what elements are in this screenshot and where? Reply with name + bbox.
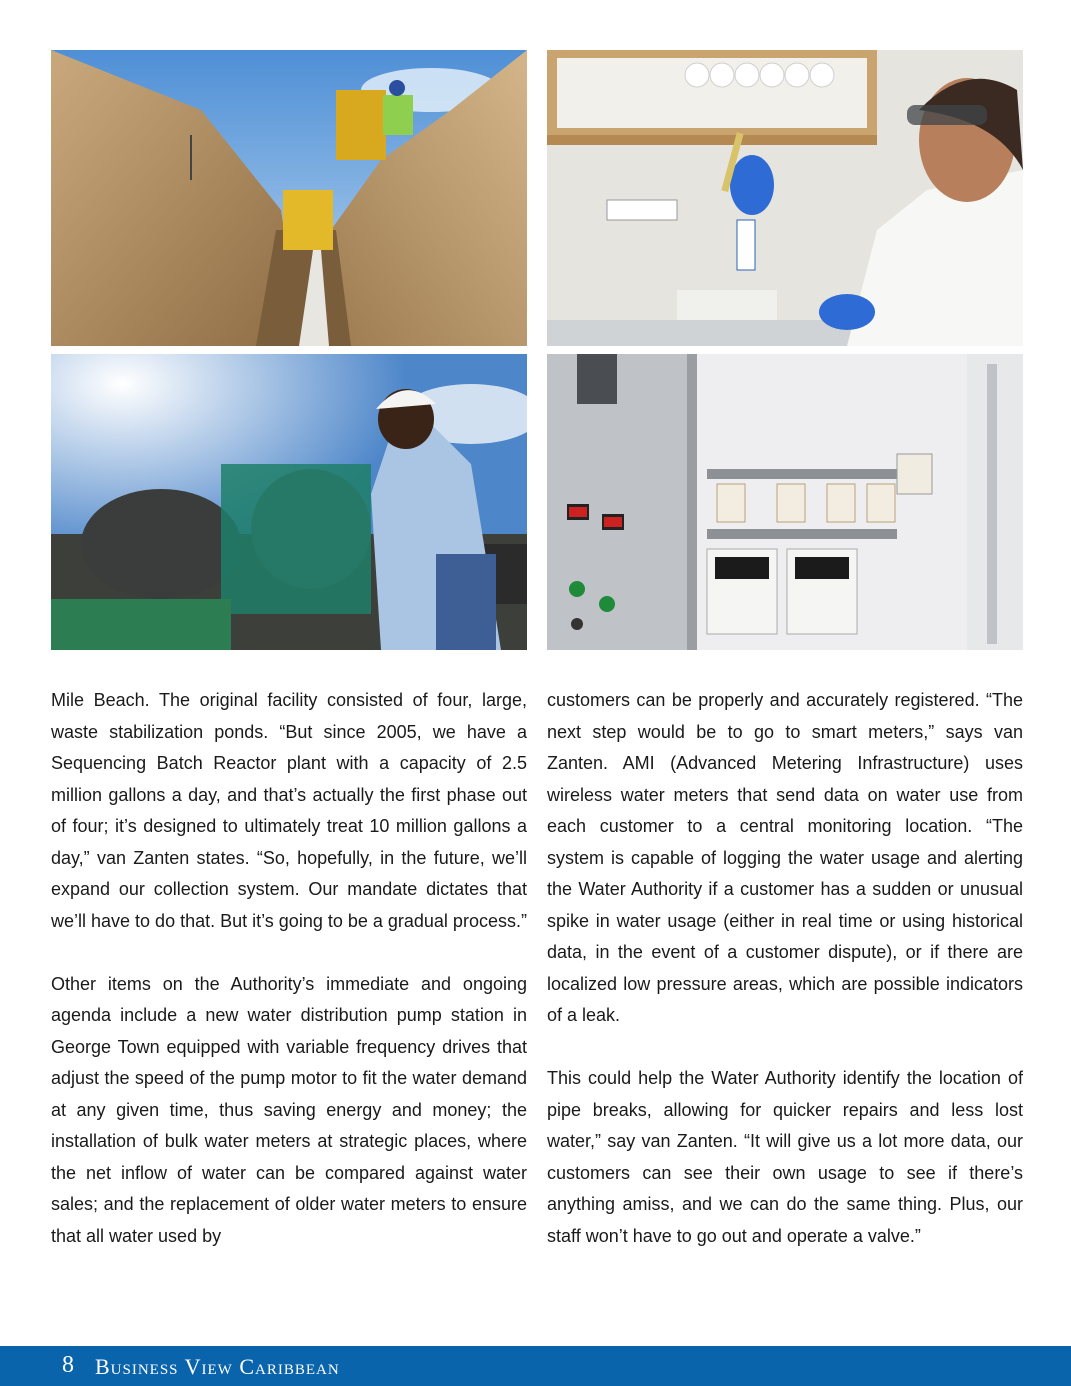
article-paragraph: This could help the Water Authority identify the location of pipe breaks, allowing for quicker repairs and less lost water,” say van Zanten. “It will give us a lot more data, our customers can see their own usage to see if there’s anything amiss, and we can do the same thing. Plus, our staff won’t have to go out and operate a valve.” <box>547 1068 1023 1246</box>
trench-photo-graphic <box>51 50 527 346</box>
worker-pipe-spools-photo <box>51 354 527 650</box>
article-paragraph: customers can be properly and accurately registered. “The next step would be to go to smart meters,” says van Zanten. AMI (Advanced Metering Infrastructure) uses wireless water meters that send data on water use from each customer to a central monitoring location. “The system is capable of logging the water usage and alerting the Water Authority if a customer has a sudden or unusual spike in water usage (either in real time or using historical data, in the event of a customer dispute), or if there are localized low pressure areas, which are possible indicators of a leak. <box>547 690 1023 1025</box>
electrical-control-panel-photo <box>547 354 1023 650</box>
article-paragraph: Other items on the Authority’s immediate and ongoing agenda include a new water distribution pump station in George Town equipped with variable frequency drives that adjust the speed of the pump motor to fit the water demand at any given time, thus saving energy and money; the installation of bulk water meters at strategic places, where the net inflow of water can be compared against water sales; and the replacement of older water meters to ensure that all water used by <box>51 973 527 1246</box>
article-column-right <box>547 685 1023 1252</box>
lab-photo-graphic <box>547 50 1023 346</box>
publication-name: Business View Caribbean <box>95 1354 340 1379</box>
trench-pipe-excavation-photo <box>51 50 527 346</box>
worker-photo-graphic <box>51 354 527 650</box>
page-footer-bar <box>0 1346 1071 1386</box>
article-paragraph: Mile Beach. The original facility consisted of four, large, waste stabilization ponds. “But since 2005, we have a Sequencing Batch Reactor plant with a capacity of 2.5 million gallons a day, and that’s actually the first phase out of four; it’s designed to ultimately treat 10 million gallons a day,” van Zanten states. “So, hopefully, in the future, we’ll expand our collection system. Our mandate dictates that we’ll have to do that. But it’s going to be a gradual process.” <box>51 690 527 931</box>
control-panel-photo-graphic <box>547 354 1023 650</box>
article-column-left <box>51 685 527 1252</box>
laboratory-technician-photo <box>547 50 1023 346</box>
page-number: 8 <box>62 1352 74 1378</box>
